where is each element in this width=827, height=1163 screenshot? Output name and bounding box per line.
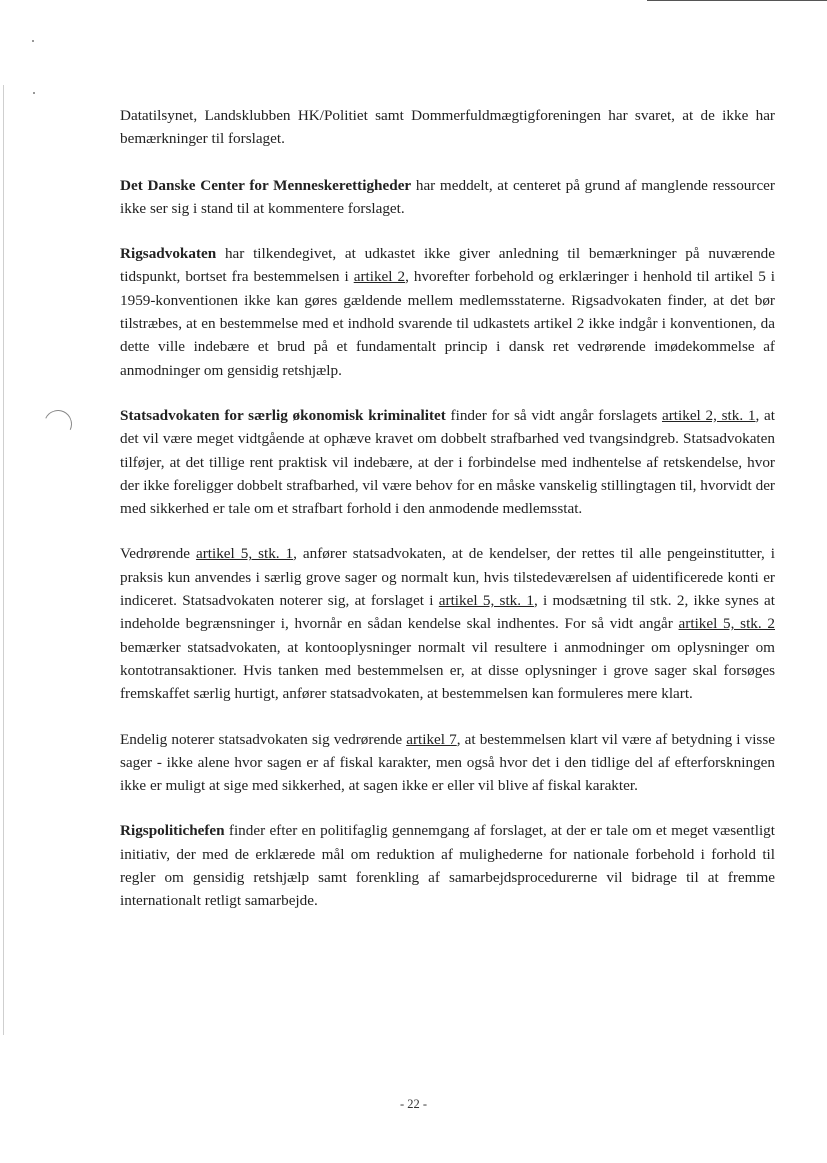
- scan-speck: [32, 40, 34, 42]
- article-reference: artikel 5, stk. 1: [195, 545, 294, 563]
- paragraph-text: Endelig noterer statsadvokaten sig vedrørende: [120, 730, 407, 748]
- paragraph-text: , hvorefter forbehold og erklæringer i henhold til artikel 5 i 1959-konventionen ikke kan gøres gældende mellem medlemsstaterne. Rigsadvokaten finder, at det bør tilstræbes, at en bestemmelse med et indhold svarende til udkastets artikel 2 ikke indgår i konventionen, da dette ville indebære et brud på et fundamentalt princip i dansk ret vedrørende imødekommelse af anmodninger om gensidig retshjælp.: [120, 268, 775, 379]
- article-reference: artikel 5, stk. 1: [438, 592, 534, 610]
- paragraph-text: , at det vil være meget vidtgående at ophæve kravet om dobbelt strafbarhed ved tvangsindgreb. Statsadvokaten tilføjer, at det tillige rent praktisk vil indebære, at der i forbindelse med indhentelse af retskendelse, hvor der ikke foreligger dobbelt strafbarhed, vil være behov for en måske vanskelig stillingtagen til, hvorvidt der med sikkerhed er tale om et strafbart forhold i den anmodende medlemsstat.: [120, 406, 775, 518]
- paragraph-text: finder for så vidt angår forslagets: [445, 406, 662, 424]
- scan-page-edge: [3, 85, 4, 1035]
- paragraph-statsadvokaten: [120, 404, 775, 520]
- paragraph-lead: Statsadvokaten for særlig økonomisk kriminalitet: [120, 406, 446, 424]
- paragraph-article-7: [120, 728, 775, 798]
- document-page: [120, 104, 775, 935]
- page-number: - 22 -: [399, 1097, 428, 1111]
- paragraph-rigspolitichefen: [120, 819, 775, 912]
- paragraph-rigsadvokaten: [120, 242, 775, 382]
- article-reference: artikel 5, stk. 2: [678, 615, 776, 633]
- article-reference: artikel 7: [406, 730, 457, 748]
- paragraph-article-5: [120, 542, 775, 705]
- paragraph-lead: Rigspolitichefen: [120, 822, 225, 840]
- paragraph-human-rights-center: [120, 174, 775, 221]
- paragraph-lead: Rigsadvokaten: [120, 245, 217, 263]
- paragraph-text: , at bestemmelsen klart vil være af betydning i visse sager - ikke alene hvor sagen er af fiskal karakter, men også hvor det i den tidlige del af efterforskningen ikke er muligt at sige med sikkerhed, at sagen ikke er eller vil blive af fiskal karakter.: [120, 730, 775, 795]
- paragraph-text: Datatilsynet, Landsklubben HK/Politiet samt Dommerfuldmægtigforeningen har svaret, at de ikke har bemærkninger til forslaget.: [120, 107, 775, 148]
- article-reference: artikel 2, stk. 1: [661, 406, 756, 424]
- paragraph-text: , i modsætning til stk. 2, ikke synes at indeholde begrænsninger i, hvornår en sådan kendelse skal indhentes. For så vidt angår: [120, 592, 775, 633]
- paragraph-text: finder efter en politifaglig gennemgang af forslaget, at der er tale om et meget væsentligt initiativ, der med de erklærede mål om reduktion af mulighederne for nationale forbehold i forhold til regler om gensidig retshjælp samt forenkling af samarbejdsprocedurerne vil bidrage til at fremme internationalt retligt samarbejde.: [120, 822, 775, 910]
- paragraph-text: Vedrørende: [120, 545, 196, 563]
- paragraph-lead: Det Danske Center for Menneskerettigheder: [120, 176, 412, 194]
- paragraph-text: har tilkendegivet, at udkastet ikke giver anledning til bemærkninger på nuværende tidspunkt, bortset fra bestemmelsen i: [120, 245, 775, 286]
- article-reference: artikel 2: [353, 268, 406, 286]
- paragraph-text: bemærker statsadvokaten, at kontooplysninger normalt vil resultere i anmodninger om oplysninger om kontotransaktioner. Hvis tanken med bestemmelsen er, at disse oplysninger i grove sager skal forsøges fremskaffet særlig hurtigt, anfører statsadvokaten, at bestemmelsen kan formuleres mere klart.: [120, 638, 775, 703]
- scan-border-line: [647, 0, 827, 1]
- paragraph-no-comments: [120, 104, 775, 151]
- scan-speck: [33, 92, 35, 94]
- scan-mark: [40, 406, 76, 442]
- paragraph-text: har meddelt, at centeret på grund af manglende ressourcer ikke ser sig i stand til at kommentere forslaget.: [120, 176, 775, 217]
- paragraph-text: , anfører statsadvokaten, at de kendelser, der rettes til alle pengeinstitutter, i praksis kun anvendes i særlig grove sager og normalt kun, hvis tilstedeværelsen af uidentificerede konti er indiceret. Statsadvokaten noterer sig, at forslaget i: [120, 545, 776, 610]
